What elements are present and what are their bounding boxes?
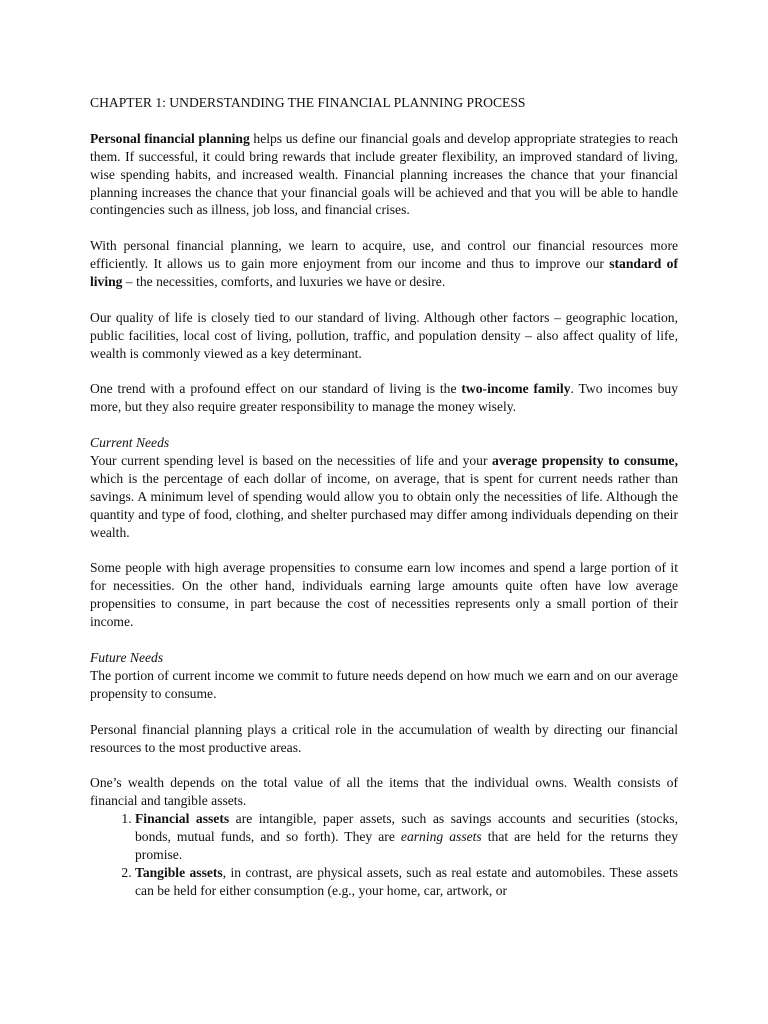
- paragraph-accumulation: Personal financial planning plays a critical role in the accumulation of wealth by directing our financial resources to the most productive areas.: [90, 721, 678, 755]
- paragraph-quality-of-life: Our quality of life is closely tied to our standard of living. Although other factors – geographic location, public facilities, local cost of living, pollution, traffic, and population density – also affect quality of life, wealth is commonly viewed as a key determinant.: [90, 309, 678, 361]
- paragraph-standard-of-living: With personal financial planning, we learn to acquire, use, and control our financial resources more efficiently. It allows us to gain more enjoyment from our income and thus to improve our standard of living – the necessities, comforts, and luxuries we have or desire.: [90, 238, 678, 290]
- list-item: 2. Tangible assets, in contrast, are physical assets, such as real estate and automobiles. These assets can be held for either consumption (e.g., your home, car, artwork, or: [135, 864, 678, 900]
- term-standard-of-living: standard of living: [90, 256, 678, 290]
- chapter-title: CHAPTER 1: UNDERSTANDING THE FINANCIAL PLANNING PROCESS: [90, 95, 526, 110]
- paragraph-propensities: Some people with high average propensities to consume earn low incomes and spend a large portion of it for necessities. On the other hand, individuals earning large amounts quite often have low average propensities to consume, in part because the cost of necessities represents only a small portion of their income.: [90, 560, 678, 630]
- paragraph-current-needs: Your current spending level is based on the necessities of life and your average propensity to consume, which is the percentage of each dollar of income, on average, that is spent for current needs rather than savings. A minimum level of spending would allow you to obtain only the necessities of life. Although the quantity and type of food, clothing, and shelter purchased may differ among individuals depending on their wealth.: [90, 453, 678, 540]
- list-item: 1. Financial assets are intangible, paper assets, such as savings accounts and securities (stocks, bonds, mutual funds, and so forth). They are earning assets that are held for the returns they promise.: [135, 810, 678, 864]
- paragraph-wealth: One’s wealth depends on the total value of all the items that the individual owns. Wealth consists of financial and tangible assets.: [90, 775, 678, 809]
- assets-list: [90, 810, 678, 900]
- paragraph-future-needs: The portion of current income we commit to future needs depend on how much we earn and on our average propensity to consume.: [90, 667, 678, 701]
- term-two-income-family: two-income family: [461, 381, 571, 397]
- paragraph-two-income: One trend with a profound effect on our standard of living is the two-income family. Two incomes buy more, but they also require greater responsibility to manage the money wisely.: [90, 381, 678, 415]
- paragraph-intro: Personal financial planning helps us define our financial goals and develop appropriate strategies to reach them. If successful, it could bring rewards that include greater flexibility, an improved standard of living, wise spending habits, and increased wealth. Financial planning increases the chance that your financial planning increases the chance that your financial goals will be achieved and that you will be able to handle contingencies such as illness, job loss, and financial crises.: [90, 130, 679, 218]
- term-personal-financial-planning: Personal financial planning: [90, 130, 250, 146]
- subheading-current-needs: Current Needs: [90, 435, 170, 451]
- term-average-propensity: average propensity to consume,: [492, 453, 678, 469]
- subheading-future-needs: Future Needs: [90, 649, 164, 665]
